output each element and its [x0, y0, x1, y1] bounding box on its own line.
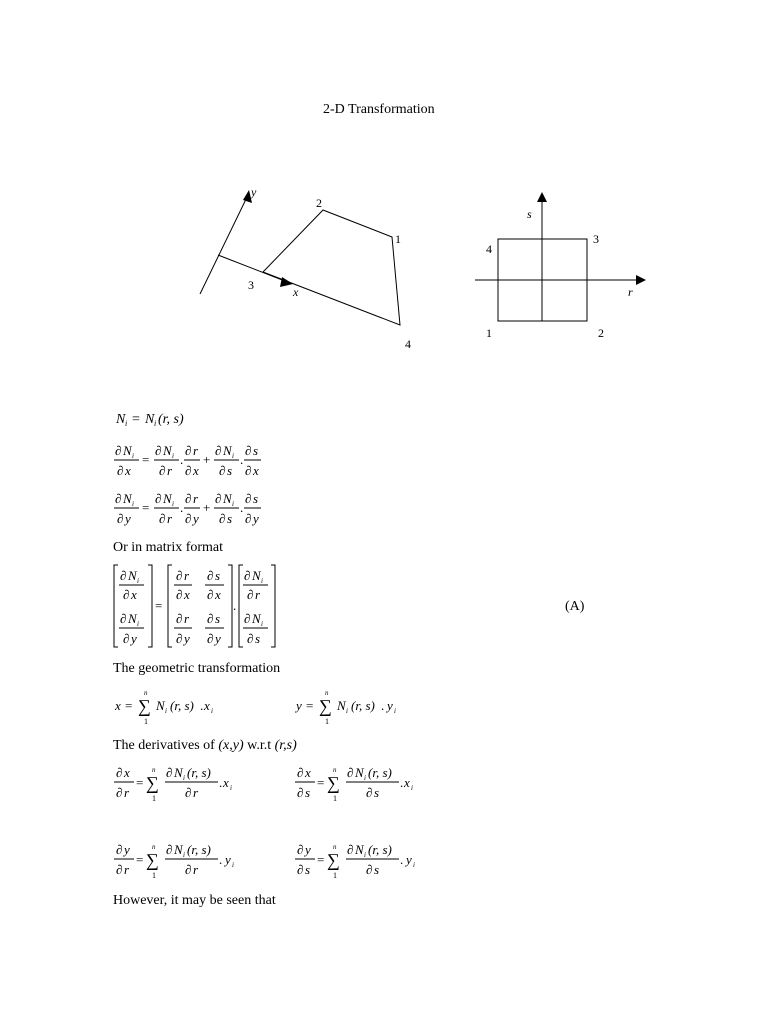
r: r — [167, 463, 173, 478]
i: i — [132, 452, 134, 460]
i: i — [232, 861, 234, 869]
i: i — [183, 851, 185, 859]
s: s — [374, 785, 380, 800]
node-2: 2 — [598, 326, 604, 340]
d: ∂ — [166, 765, 173, 780]
d: ∂ — [120, 611, 127, 626]
y: y — [406, 852, 412, 867]
one: 1 — [144, 717, 148, 726]
bracket-left — [168, 565, 172, 647]
dy-ds-equation — [291, 838, 431, 884]
x: x — [125, 463, 131, 478]
i: i — [172, 452, 174, 460]
N: N — [163, 443, 172, 458]
eq-args: (r, s) — [158, 412, 184, 427]
d: ∂ — [120, 568, 127, 583]
d: ∂ — [176, 631, 183, 646]
d: ∂ — [245, 491, 252, 506]
d: ∂ — [247, 631, 254, 646]
derivatives-rs: (r,s) — [274, 738, 297, 753]
i: i — [232, 452, 234, 460]
d: ∂ — [116, 785, 123, 800]
s: s — [305, 862, 311, 877]
sum: ∑ — [138, 696, 151, 716]
N: N — [174, 842, 183, 857]
s-axis-arrowhead — [537, 192, 547, 202]
jacobian-matrix-equation — [110, 563, 280, 649]
eq-i: i — [125, 419, 128, 428]
one: 1 — [152, 871, 156, 880]
eq: = — [142, 500, 150, 515]
d: ∂ — [185, 862, 192, 877]
d: ∂ — [117, 463, 124, 478]
d: ∂ — [207, 568, 214, 583]
x-axis-arrowhead — [280, 277, 293, 287]
n: n — [152, 843, 156, 851]
eq-N: N — [116, 412, 126, 427]
n: n — [325, 689, 329, 697]
i: i — [346, 707, 348, 715]
y: y — [253, 511, 259, 526]
s: s — [215, 568, 221, 583]
dNi-dx-equation — [110, 440, 280, 482]
eq: = — [142, 452, 150, 467]
plus: + — [203, 452, 211, 467]
r: r — [193, 862, 199, 877]
s: s — [227, 511, 233, 526]
i: i — [165, 707, 167, 715]
natural-element-figure — [470, 188, 650, 343]
d: ∂ — [366, 862, 373, 877]
d: ∂ — [244, 568, 251, 583]
N: N — [128, 611, 137, 626]
dot: . — [180, 500, 184, 515]
eq: = — [306, 698, 314, 713]
s: s — [255, 631, 261, 646]
d: ∂ — [245, 443, 252, 458]
sum: ∑ — [146, 773, 159, 793]
d: ∂ — [123, 631, 130, 646]
d: ∂ — [219, 463, 226, 478]
x: x — [115, 698, 121, 713]
d: ∂ — [297, 842, 304, 857]
N: N — [252, 611, 261, 626]
y: y — [296, 698, 302, 713]
x-transformation-equation — [110, 686, 240, 726]
sum: ∑ — [327, 773, 340, 793]
n: n — [333, 766, 337, 774]
dot: . — [381, 698, 385, 713]
d: ∂ — [123, 587, 130, 602]
dot: . — [180, 452, 184, 467]
N: N — [337, 698, 346, 713]
x: x — [223, 775, 229, 790]
i: i — [183, 774, 185, 782]
d: ∂ — [297, 765, 304, 780]
one: 1 — [333, 794, 337, 803]
x: x — [404, 775, 410, 790]
dot: . — [219, 775, 223, 790]
args: (r, s) — [170, 698, 194, 713]
eq: = — [136, 775, 144, 790]
derivatives-xy: (x,y) — [218, 738, 244, 753]
dx-dr-equation — [110, 761, 250, 807]
args: (r, s) — [351, 698, 375, 713]
args: (r, s) — [368, 765, 392, 780]
y: y — [124, 842, 130, 857]
y: y — [125, 511, 131, 526]
sum: ∑ — [319, 696, 332, 716]
s: s — [227, 463, 233, 478]
d: ∂ — [185, 463, 192, 478]
i: i — [132, 500, 134, 508]
dot: . — [219, 852, 223, 867]
d: ∂ — [347, 765, 354, 780]
r: r — [184, 568, 190, 583]
bracket-left — [114, 565, 118, 647]
N: N — [355, 765, 364, 780]
i: i — [411, 784, 413, 792]
sum: ∑ — [327, 850, 340, 870]
s: s — [374, 862, 380, 877]
equation-tag: (A) — [565, 599, 585, 614]
d: ∂ — [176, 611, 183, 626]
N: N — [123, 443, 132, 458]
dNi-dy-equation — [110, 488, 280, 530]
eq: = — [317, 852, 325, 867]
d: ∂ — [215, 491, 222, 506]
eq: = — [136, 852, 144, 867]
N: N — [163, 491, 172, 506]
N: N — [123, 491, 132, 506]
derivatives-label — [113, 738, 297, 754]
sum: ∑ — [146, 850, 159, 870]
s: s — [253, 443, 259, 458]
d: ∂ — [116, 765, 123, 780]
i: i — [364, 851, 366, 859]
r: r — [124, 785, 130, 800]
r-axis-arrowhead — [636, 275, 646, 285]
d: ∂ — [176, 568, 183, 583]
r: r — [193, 491, 199, 506]
shape-function-equation — [110, 405, 210, 431]
r: r — [167, 511, 173, 526]
d: ∂ — [115, 491, 122, 506]
one: 1 — [333, 871, 337, 880]
x: x — [215, 587, 221, 602]
eq-sign: = — [132, 412, 140, 427]
n: n — [144, 689, 148, 697]
d: ∂ — [185, 443, 192, 458]
eq: = — [317, 775, 325, 790]
dot: . — [400, 775, 404, 790]
dot: . — [400, 852, 404, 867]
d: ∂ — [207, 611, 214, 626]
label-y: y — [251, 185, 257, 199]
i: i — [364, 774, 366, 782]
d: ∂ — [297, 862, 304, 877]
N: N — [223, 443, 232, 458]
r: r — [124, 862, 130, 877]
node-3: 3 — [593, 232, 599, 246]
i: i — [413, 861, 415, 869]
i: i — [232, 500, 234, 508]
d: ∂ — [245, 511, 252, 526]
d: ∂ — [116, 862, 123, 877]
r: r — [193, 785, 199, 800]
x: x — [305, 765, 311, 780]
bracket-right — [271, 565, 275, 647]
i: i — [172, 500, 174, 508]
s: s — [215, 611, 221, 626]
label-r: r — [628, 285, 633, 299]
bracket-left — [239, 565, 243, 647]
eq-N2: N — [145, 412, 155, 427]
node-2: 2 — [316, 196, 322, 210]
i: i — [394, 707, 396, 715]
closing-line: However, it may be seen that — [113, 893, 276, 908]
N: N — [355, 842, 364, 857]
y: y — [184, 631, 190, 646]
d: ∂ — [159, 511, 166, 526]
plus: + — [203, 500, 211, 515]
eq: = — [125, 698, 133, 713]
geometric-transformation-label: The geometric transformation — [113, 661, 281, 676]
node-4: 4 — [405, 337, 411, 351]
dot: . — [240, 452, 244, 467]
dot: . — [233, 598, 237, 613]
s: s — [305, 785, 311, 800]
d: ∂ — [366, 785, 373, 800]
label-s: s — [527, 207, 532, 221]
d: ∂ — [159, 463, 166, 478]
node-4: 4 — [486, 242, 492, 256]
N: N — [128, 568, 137, 583]
derivatives-wrt: w.r.t — [247, 738, 272, 753]
one: 1 — [152, 794, 156, 803]
bracket-right — [228, 565, 232, 647]
derivatives-prefix: The derivatives of — [113, 738, 215, 753]
bracket-right — [148, 565, 152, 647]
d: ∂ — [155, 443, 162, 458]
r: r — [184, 611, 190, 626]
d: ∂ — [297, 785, 304, 800]
matrix-format-label: Or in matrix format — [113, 540, 224, 555]
i: i — [137, 620, 139, 628]
x: x — [204, 698, 210, 713]
y-axis — [200, 193, 249, 294]
physical-element-figure — [190, 180, 430, 360]
i: i — [261, 620, 263, 628]
y: y — [131, 631, 137, 646]
N: N — [156, 698, 165, 713]
y: y — [305, 842, 311, 857]
d: ∂ — [185, 511, 192, 526]
y-transformation-equation — [291, 686, 421, 726]
one: 1 — [325, 717, 329, 726]
n: n — [152, 766, 156, 774]
d: ∂ — [245, 463, 252, 478]
N: N — [252, 568, 261, 583]
d: ∂ — [185, 491, 192, 506]
d: ∂ — [117, 511, 124, 526]
dy-dr-equation — [110, 838, 250, 884]
d: ∂ — [116, 842, 123, 857]
page-title: 2-D Transformation — [323, 102, 435, 117]
N: N — [223, 491, 232, 506]
r: r — [193, 443, 199, 458]
y: y — [225, 852, 231, 867]
n: n — [333, 843, 337, 851]
d: ∂ — [185, 785, 192, 800]
d: ∂ — [247, 587, 254, 602]
i: i — [261, 577, 263, 585]
x: x — [124, 765, 130, 780]
d: ∂ — [207, 587, 214, 602]
d: ∂ — [244, 611, 251, 626]
d: ∂ — [176, 587, 183, 602]
x: x — [131, 587, 137, 602]
y: y — [215, 631, 221, 646]
args: (r, s) — [368, 842, 392, 857]
d: ∂ — [207, 631, 214, 646]
eq: = — [155, 598, 163, 613]
dot: . — [240, 500, 244, 515]
args: (r, s) — [187, 765, 211, 780]
i: i — [137, 577, 139, 585]
node-1: 1 — [486, 326, 492, 340]
d: ∂ — [347, 842, 354, 857]
dot: . — [200, 698, 204, 713]
x: x — [184, 587, 190, 602]
x: x — [253, 463, 259, 478]
args: (r, s) — [187, 842, 211, 857]
y: y — [193, 511, 199, 526]
y: y — [387, 698, 393, 713]
eq-i2: i — [154, 419, 157, 428]
x: x — [193, 463, 199, 478]
dx-ds-equation — [291, 761, 431, 807]
node-1: 1 — [395, 232, 401, 246]
i: i — [230, 784, 232, 792]
node-3: 3 — [248, 278, 254, 292]
element-outline — [263, 210, 400, 325]
d: ∂ — [155, 491, 162, 506]
d: ∂ — [166, 842, 173, 857]
d: ∂ — [219, 511, 226, 526]
s: s — [253, 491, 259, 506]
label-x: x — [293, 285, 299, 299]
i: i — [211, 707, 213, 715]
r: r — [255, 587, 261, 602]
d: ∂ — [215, 443, 222, 458]
N: N — [174, 765, 183, 780]
d: ∂ — [115, 443, 122, 458]
